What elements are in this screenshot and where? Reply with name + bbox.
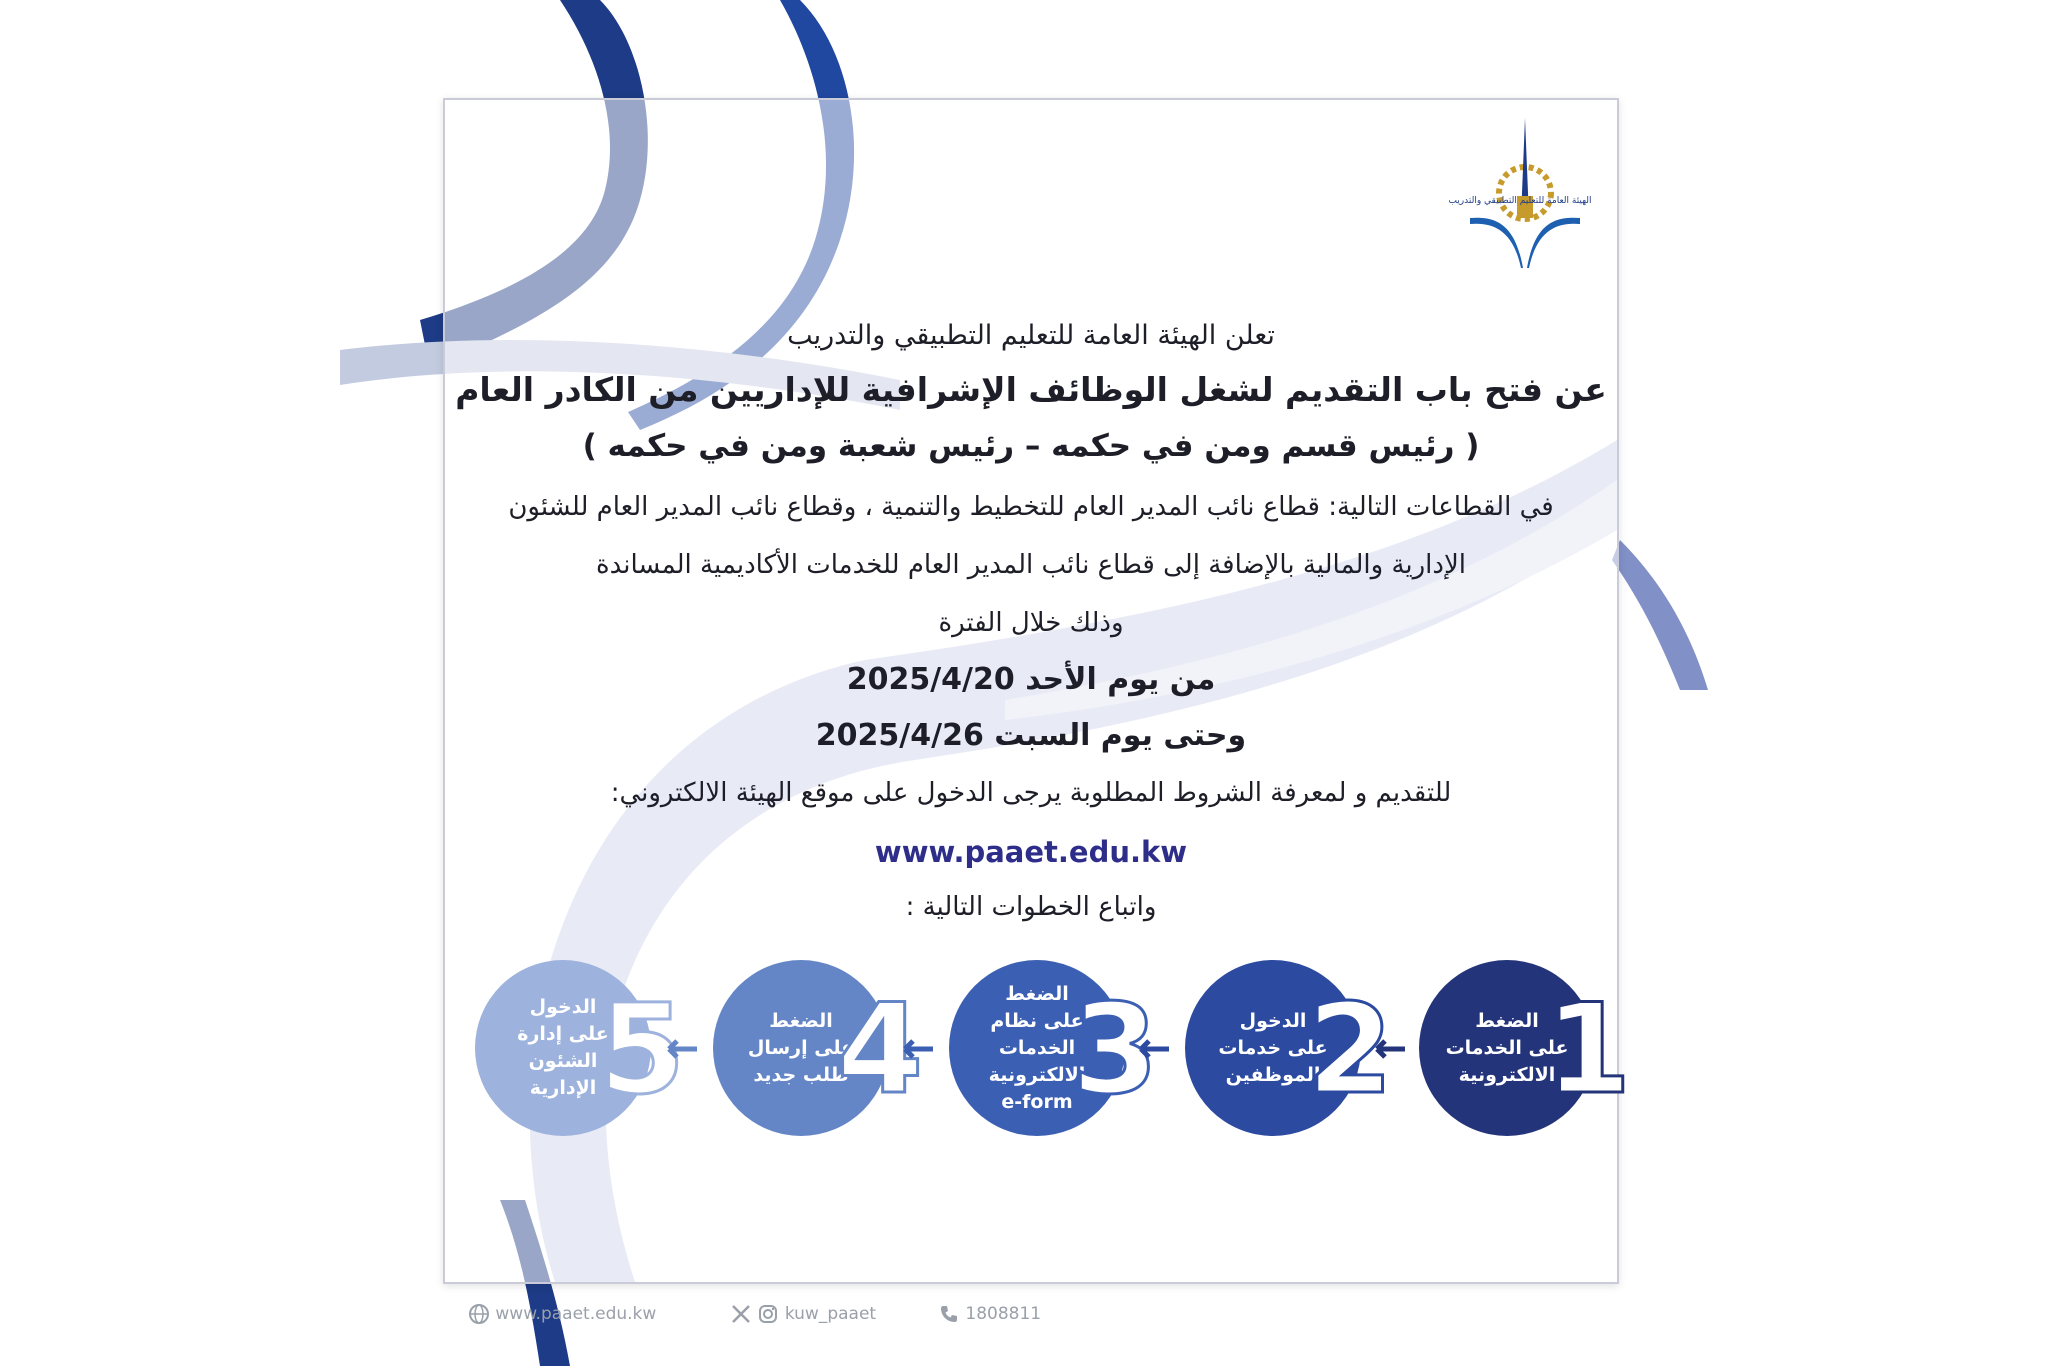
x-icon xyxy=(730,1303,752,1325)
step-2-line: الدخول xyxy=(1239,1009,1307,1032)
step-2-line: الموظفين xyxy=(1225,1063,1321,1086)
step-3-line: الخدمات xyxy=(998,1036,1076,1059)
step-5-line: الشئون xyxy=(528,1050,598,1072)
step-3-number: 3 xyxy=(1072,978,1159,1122)
step-4-number: 4 xyxy=(837,978,924,1122)
step-5-number: 5 xyxy=(599,978,686,1122)
right-blue-band xyxy=(1612,540,1708,690)
footer-social-text: kuw_paaet xyxy=(784,1304,877,1324)
announcement-line1: تعلن الهيئة العامة للتعليم التطبيقي والتدريب xyxy=(787,320,1275,351)
phone-icon xyxy=(938,1303,960,1325)
footer-phone[interactable] xyxy=(938,1303,1041,1325)
step-1-line: الضغط xyxy=(1475,1009,1539,1032)
step-3-line: e-form xyxy=(1001,1090,1073,1113)
date-to: وحتى يوم السبت 2025/4/26 xyxy=(815,718,1247,753)
step-1-line: على الخدمات xyxy=(1445,1036,1569,1059)
arrow-2-to-3 xyxy=(1129,1038,1169,1060)
paaet-logo xyxy=(1448,118,1592,278)
globe-icon xyxy=(468,1303,490,1325)
step-1-number: 1 xyxy=(1545,978,1632,1122)
footer-website[interactable] xyxy=(468,1303,656,1325)
website-link[interactable]: www.paaet.edu.kw xyxy=(874,835,1188,869)
announcement-card xyxy=(443,98,1632,1284)
footer-phone-text: 1808811 xyxy=(965,1304,1042,1324)
instagram-icon xyxy=(757,1303,779,1325)
announcement-title: عن فتح باب التقديم لشغل الوظائف الإشرافية للإداريين من الكادر العام xyxy=(455,370,1607,409)
footer-social[interactable] xyxy=(730,1303,876,1325)
step-2-number: 2 xyxy=(1307,978,1394,1122)
arrow-1-to-2 xyxy=(1365,1038,1405,1060)
sectors-line2: الإدارية والمالية بالإضافة إلى قطاع نائب المدير العام للخدمات الأكاديمية المساندة xyxy=(595,550,1467,580)
step-2-line: على خدمات xyxy=(1218,1036,1328,1059)
arrow-3-to-4 xyxy=(893,1038,933,1060)
step-5-line: الإدارية xyxy=(529,1077,597,1099)
step-4-line: الضغط xyxy=(769,1009,833,1032)
logo-arches xyxy=(1470,218,1580,268)
steps-intro: واتباع الخطوات التالية : xyxy=(905,892,1157,922)
sectors-line1: في القطاعات التالية: قطاع نائب المدير العام للتخطيط والتنمية ، وقطاع نائب المدير العام للشئون xyxy=(508,492,1554,522)
announcement-positions: ( رئيس قسم ومن في حكمه – رئيس شعبة ومن في حكمه ) xyxy=(582,428,1480,464)
step-3-line: الضغط xyxy=(1005,982,1069,1005)
step-4-line: طلب جديد xyxy=(753,1063,849,1086)
step-1-line: الالكترونية xyxy=(1458,1063,1556,1086)
period-intro: وذلك خلال الفترة xyxy=(938,608,1124,638)
arrow-4-to-5 xyxy=(657,1038,697,1060)
footer-website-text: www.paaet.edu.kw xyxy=(495,1304,657,1324)
step-3-line: على نظام xyxy=(990,1009,1084,1032)
logo-text: الهيئة العامة للتعليم التطبيقي والتدريب xyxy=(1448,196,1592,206)
step-3-line: الالكترونية xyxy=(988,1063,1086,1086)
step-4-line: على إرسال xyxy=(747,1036,855,1059)
step-5-line: على إدارة xyxy=(517,1023,609,1045)
step-5-line: الدخول xyxy=(529,996,597,1018)
date-from: من يوم الأحد 2025/4/20 xyxy=(846,662,1216,697)
apply-note: للتقديم و لمعرفة الشروط المطلوبة يرجى الدخول على موقع الهيئة الالكتروني: xyxy=(610,778,1452,808)
